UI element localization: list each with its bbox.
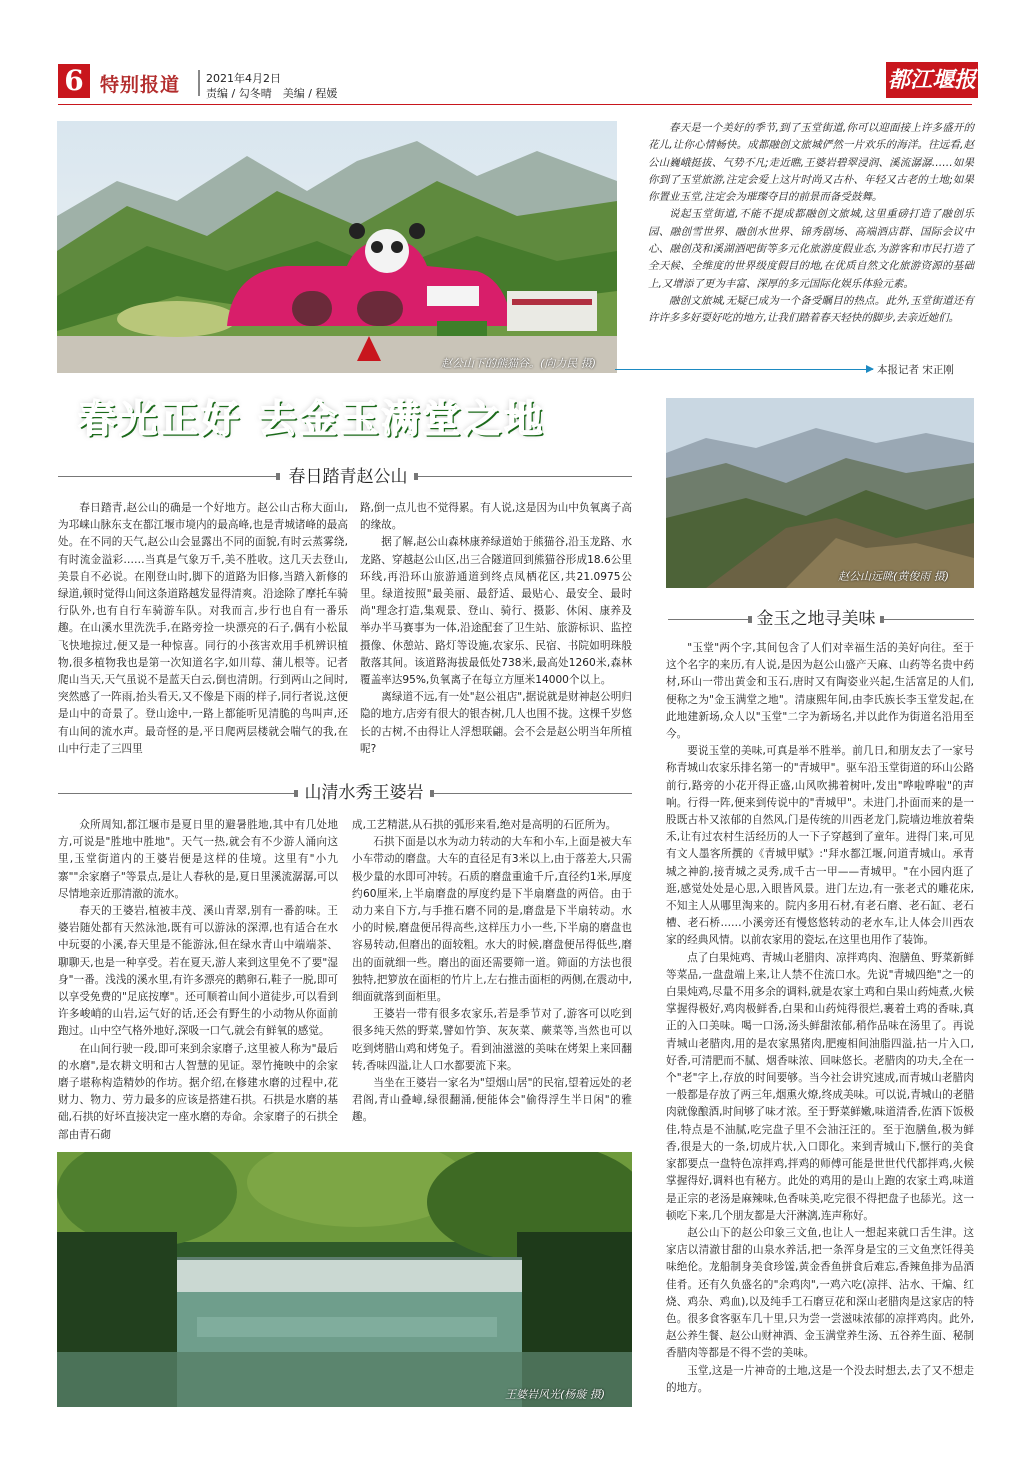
zhaogong-column-2 [360,500,632,770]
article-paragraph: 据了解,赵公山森林康养绿道始于熊猫谷,沿玉龙路、水龙路、穿越赵公山区,出三合隧道回到熊猫谷形成18.6公里环线,再沿环山旅游通道到终点凤栖花区,共21.0975公里。绿道按照"最美丽、最舒适、最贴心、最安全、最时尚"理念打造,集观景、登山、骑行、摄影、休闲、康养及举办半马赛事为一体,沿途配套了卫生站、旅游标识、监控摄像、休憩站、路灯等设施,农家乐、民宿、书院如明珠般散落其间。该道路海拔最低处738米,最高处1260米,森林覆盖率达95%,负氧离子在每立方厘米14000个以上。 [360,536,632,687]
cuisine-column [666,640,974,1410]
intro-paragraph: 春天是一个美好的季节,到了玉堂街道,你可以迎面接上许多盛开的花儿,让你心情畅快。成都融创文旅城俨然一片欢乐的海洋。往远看,赵公山巍峨挺拔、气势不凡;走近瞧,王婆岩碧翠浸润、溪流潺潺……如果你到了玉堂旅游,注定会爱上这片时尚又古朴、年轻又古老的土地;如果你置业玉堂,注定会为璀璨夺目的前景而备受鼓舞。 [648,122,974,204]
heading-rule-left [58,476,280,477]
article-paragraph: 成,工艺精湛,从石拱的弧形来看,绝对是高明的石匠所为。 [352,819,617,831]
intro-text [648,120,974,328]
header-divider [198,70,200,96]
section-heading-zhaogong: 春日踏青赵公山 [288,467,408,487]
article-paragraph: 赵公山下的赵公印象三文鱼,也让人一想起来就口舌生津。这家店以清澈甘甜的山泉水养活,把一条浑身是宝的三文鱼烹饪得美味绝伦。龙船制身美食珍馐,黄金香鱼拼食后难忘,香辣鱼排为品酒佳肴。还有久负盛名的"余鸡肉",一鸡六吃(凉拌、沾水、干煸、红烧、鸡杂、鸡血),以及纯手工石磨豆花和深山老腊肉是这家店的特色。很多食客驱车几十里,只为尝一尝滋味浓郁的凉拌鸡肉。此外,赵公养生餐、赵公山财神酒、金玉满堂养生汤、五谷养生面、秘制香腊肉等都是不得不尝的美味。 [666,1226,974,1360]
mountain-caption: 赵公山远眺(黄俊雨 摄) [838,570,950,583]
mountain-photo [666,398,974,588]
wangpoyan-column-2 [352,817,632,1147]
zhaogong-column-1 [58,500,348,770]
page-number: 6 [58,64,90,98]
waterfall-caption: 王婆岩风光(杨璇 摄) [505,1388,606,1401]
reporter-byline: 本报记者 宋正刚 [877,364,954,376]
newspaper-masthead: 都江堰报 [886,62,978,98]
issue-date: 2021年4月2日 [206,72,281,85]
section-name: 特别报道 [100,74,181,96]
heading-rule-right [434,793,632,794]
article-paragraph: 离绿道不远,有一处"赵公祖店",据说就是财神赵公明归隐的地方,店旁有很大的银杏树,几人也围不拢。这棵千岁悠长的古树,不由得让人浮想联翩。会不会是赵公明当年所植呢? [360,691,632,755]
article-paragraph: 要说玉堂的美味,可真是举不胜举。前几日,和朋友去了一家号称青城山农家乐排名第一的"青城甲"。驱车沿玉堂街道的环山公路前行,路旁的小花开得正盛,山风吹拂着树叶,发出"哗啦哗啦"的声响。行得一阵,便来到传说中的"青城甲"。未进门,扑面而来的是一股既古朴又浓郁的自然风,门是传统的川西老龙门,院墙边堆放着柴禾,让有过农村生活经历的人一下子穿越到了童年。进得门来,可见有文人墨客所撰的《青城甲赋》:"拜水都江堰,问道青城山。承青城之神韵,接青城之灵秀,成千古一甲——青城甲。"在小园内逛了逛,感觉处处是心思,入眼皆风景。进门左边,有一张老式的雕花床,不知主人从哪里淘来的。院内多用石材,有老石磨、老石缸、老石槽、老石桥……小溪旁还有慢悠悠转动的老水车,让人体会川西农家的经典风情。以前农家用的瓷坛,在这里也用作了装饰。 [666,745,974,947]
article-paragraph: 石拱下面是以水为动力转动的大车和小车,上面是被大车小车带动的磨盘。大车的直径足有3米以上,由于落差大,只需极少量的水即可冲转。石质的磨盘重逾千斤,直径约1米,厚度约60厘米,上半扇磨盘的厚度约是下半扇磨盘的两倍。由于动力来自下方,与手推石磨不同的是,磨盘是下半扇转动。水小的时候,磨盘便吊得高些,这样压力小一些,下半扇的磨盘也容易转动,但磨出的面较粗。水大的时候,磨盘便吊得低些,磨出的面就细一些。磨出的面还需要筛一道。筛面的方法也很独特,把箩放在面柜的竹片上,左右推击面柜的两侧,在震动中,细面就落到面柜里。 [352,836,632,1004]
waterfall-photo [57,1152,632,1407]
article-paragraph: 在山间行驶一段,即可来到余家磨子,这里被人称为"最后的水磨",是农耕文明和古人智慧的见证。翠竹掩映中的余家磨子堪称构造精妙的作坊。据介绍,在修建水磨的过程中,花财力、物力、劳力最多的应该是搭建石拱。石拱是水磨的基础,石拱的好坏直接决定一座水磨的寿命。余家磨子的石拱全部由青石砌 [58,1042,338,1141]
heading-rule-right [418,476,632,477]
article-paragraph: 春日踏青,赵公山的确是一个好地方。赵公山古称大面山,为邛崃山脉东支在都江堰市境内的最高峰,也是青城诸峰的最高处。在不同的天气,赵公山会显露出不同的面貌,有时云蒸雾绕,有时流金溢彩……当真是气象万千,美不胜收。这几天去登山,美景自不必说。在刚登山时,脚下的道路为旧修,当踏入新修的绿道,顿时觉得山间这条道路越发显得清爽。沿途除了摩托车骑行队外,也有自行车骑游车队。对我而言,步行也自有一番乐趣。在山溪水里洗洗手,在路旁捡一块漂亮的石子,偶有小松鼠飞快地掠过,便又是一种惊喜。同行的小孩害欢用手机辨识植物,很多植物我也是第一次知道名字,如川莓、蒲儿根等。记者爬山当天,天气虽说不是蓝天白云,倒也清朗。行到两山之间时,突然感了一阵雨,抬头看天,又不像是下雨的样子,同行者说,这便是山中的奇景了。登山途中,一路上都能听见清脆的鸟叫声,还有山间的流水声。最奇怪的是,平日爬两层楼就会喘气的我,在山中行走了三四里 [58,502,348,755]
article-paragraph: 路,倒一点儿也不觉得累。有人说,这是因为山中负氧离子高的缘故。 [360,502,632,532]
byline-arrow [866,365,874,373]
article-paragraph: "玉堂"两个字,其间包含了人们对幸福生活的美好向往。至于这个名字的来历,有人说,是因为赵公山盛产天麻、山药等名贵中药材,环山一带出黄金和玉石,唐时又有陶姿业兴起,生活富足的人们,便称之为"金玉满堂之地"。清康熙年间,由李氏族长李玉堂发起,在此地建新场,众人以"玉堂"二字为新场名,并以此作为街道名沿用至今。 [666,642,974,741]
header-rule [58,104,972,105]
page-header [58,62,978,104]
section-heading-wangpoyan: 山清水秀王婆岩 [304,783,424,803]
section-heading-cuisine: 金玉之地寻美味 [756,609,876,629]
article-paragraph: 王婆岩一带有很多农家乐,若是季节对了,游客可以吃到很多纯天然的野菜,譬如竹笋、灰灰菜、蕨菜等,当然也可以吃到烤腊山鸡和烤兔子。看到油滋滋的美味在烤架上来回翻转,香味四溢,让人口水都要流下来。 [352,1008,632,1072]
article-paragraph: 玉堂,这是一片神奇的土地,这是一个没去时想去,去了又不想走的地方。 [666,1364,974,1394]
byline-rule [615,369,873,370]
intro-paragraph: 融创文旅城,无疑已成为一个备受瞩目的热点。此外,玉堂街道还有许许多多好耍好吃的地方,让我们踏着春天轻快的脚步,去亲近她们。 [648,294,974,325]
wangpoyan-column-1 [58,817,338,1147]
editors-credit: 责编 / 勾冬晴 美编 / 程媛 [206,87,338,100]
heading-rule-right [884,619,974,620]
article-paragraph: 众所周知,都江堰市是夏日里的避暑胜地,其中有几处地方,可说是"胜地中胜地"。天气一热,就会有不少游人涌向这里,玉堂街道内的王婆岩便是这样的佳境。这里有"小九寨""余家磨子"等景点,是让人春秋的是,夏日里溪流潺潺,可以尽情地亲近那清澈的流水。 [58,819,338,900]
article-paragraph: 点了白果炖鸡、青城山老腊肉、凉拌鸡肉、泡膳鱼、野菜新鲜等菜品,一盘盘端上来,让人禁不住流口水。先说"青城四绝"之一的白果炖鸡,尽量不用多余的调料,就是农家土鸡和白果山药炖煮,火候掌握得极好,鸡肉极鲜香,白果和山药炖得很烂,裹着土鸡的香味,真正的入口美味。喝一口汤,汤头鲜甜浓郁,稍作品味在汤里了。再说青城山老腊肉,用的是农家黑猪肉,肥瘦相间油脂四溢,拈一片入口,好香,可清肥而不腻、烟香味浓、回味悠长。老腊肉的功夫,全在一个"老"字上,存放的时间要够。当今社会讲究速成,而青城山老腊肉一般都是存放了两三年,烟熏火燎,终成美味。可以说,青城山的老腊肉就像酿酒,时间够了味才浓。至于野菜鲜嫩,味道清香,佐酒下饭极佳,特点是不油腻,吃完盘子里不会油汪汪的。至于泡膳鱼,极为鲜香,很是大的一条,切成片状,入口即化。来到青城山下,惬行的美食家都要点一盘特色凉拌鸡,拌鸡的师傅可能是世世代代都拌鸡,火候掌握得好,调料也有秘方。此处的鸡用的是山上跑的农家土鸡,味道是正宗的老汤是麻辣味,色香味美,吃完很不得把盘子也舔光。这一顿吃下来,几个朋友都是大汗淋漓,连声称好。 [666,951,974,1222]
heading-rule-left [58,793,298,794]
heading-rule-left [668,619,752,620]
panda-valley-caption: 赵公山下的熊猫谷。(向力民 摄) [441,357,597,370]
heading-rule-cap [276,473,280,480]
intro-paragraph: 说起玉堂街道,不能不提成都融创文旅城,这里重磅打造了融创乐园、融创雪世界、融创水世界、锦秀剧场、高端酒店群、国际会议中心、融创茂和溪湖酒吧街等多元化旅游度假业态,为游客和市民打造了全天候、全维度的世界级度假目的地,在优质自然文化旅游资源的基础上,又增添了更为丰富、深厚的多元国际化娱乐体验元素。 [648,208,974,290]
article-paragraph: 当坐在王婆岩一家名为"望烟山居"的民宿,望着远处的老君阁,青山叠嶂,绿很翻涌,便能体会"偷得浮生半日闲"的雅趣。 [352,1077,632,1124]
panda-valley-photo [57,121,617,373]
mountain-illustration [666,398,974,588]
main-headline: 春光正好 去金玉满堂之地 [78,396,546,441]
panda-valley-illustration [57,121,617,373]
waterfall-illustration [57,1152,632,1407]
article-paragraph: 春天的王婆岩,植被丰茂、溪山青翠,别有一番韵味。王婆岩随处都有天然泳池,既有可以游泳的深潭,也有适合在水中玩耍的小溪,春天里是不能游泳,但在绿水青山中端端茶、聊聊天,也是一种享受。若在夏天,游人来到这里免不了要"湿身"一番。浅浅的溪水里,有许多漂亮的鹅卵石,鞋子一脱,即可以享受免费的"足底按摩"。还可顺着山间小道徒步,可以看到许多峻峭的山岩,运气好的话,还会有野生的小动物从你面前跑过。山中空气格外地好,深吸一口气,就会有鲜氧的感觉。 [58,905,338,1038]
